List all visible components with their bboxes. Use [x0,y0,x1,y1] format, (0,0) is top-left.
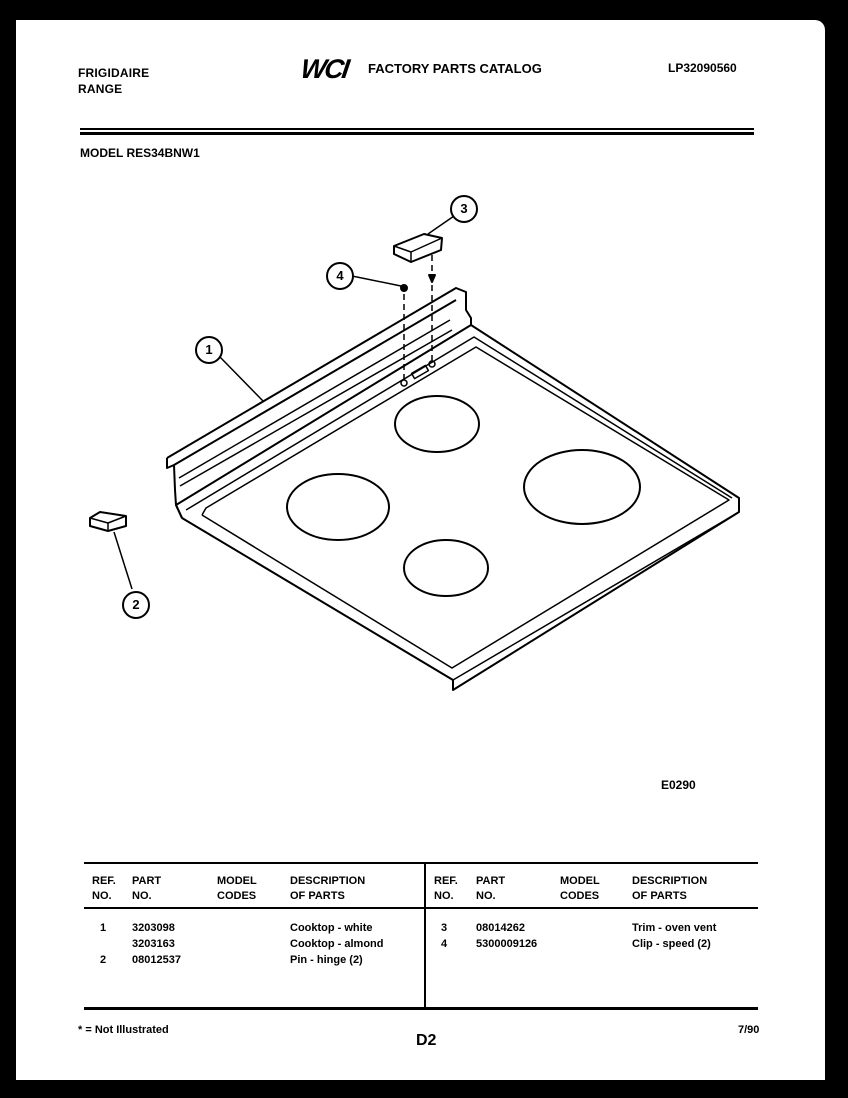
col-model-codes-right: MODEL CODES [560,875,600,902]
row5-description: Clip - speed (2) [632,938,711,950]
callout-3: 3 [450,195,478,223]
row3-part-no: 08012537 [132,954,181,966]
row3-description: Pin - hinge (2) [290,954,363,966]
figure-code: E0290 [661,778,696,792]
catalog-title: FACTORY PARTS CATALOG [368,61,542,76]
col-description-right: DESCRIPTION OF PARTS [632,875,708,902]
row1-ref: 1 [100,922,107,934]
row2-description: Cooktop - almond [290,938,384,950]
burner-rear-left [395,396,479,452]
row4-ref: 3 [441,922,448,934]
wci-logo: WCI [298,54,350,84]
table-divider [424,862,426,1007]
product-type: RANGE [78,82,123,96]
row5-part-no: 5300009126 [476,938,538,950]
row2-part-no: 3203163 [132,938,175,950]
not-illustrated-note: * = Not Illustrated [78,1024,169,1036]
exploded-parts-diagram [16,20,825,780]
page-number: D2 [416,1032,437,1049]
col-ref-no-right: REF. NO. [434,875,458,902]
callout-2: 2 [122,591,150,619]
catalog-page [16,20,825,1080]
revision-date: 7/90 [738,1024,760,1036]
col-part-no: PART NO. [132,875,162,902]
col-ref-no: REF. NO. [92,875,116,902]
row3-ref: 2 [100,954,107,966]
callout-4: 4 [326,262,354,290]
row1-part-no: 3203098 [132,922,175,934]
table-rule-top [84,862,758,864]
table-rule-bottom [84,1007,758,1010]
row5-ref: 4 [441,938,448,950]
catalog-number: LP32090560 [668,61,737,75]
row4-part-no: 08014262 [476,922,525,934]
burner-front-right [404,540,488,596]
callout-1: 1 [195,336,223,364]
burner-front-left [287,474,389,540]
col-model-codes: MODEL CODES [217,875,257,902]
model-number: MODEL RES34BNW1 [80,146,200,160]
burner-rear-right [524,450,640,524]
col-part-no-right: PART NO. [476,875,506,902]
table-rule-header [84,907,758,909]
col-description: DESCRIPTION OF PARTS [290,875,366,902]
parts-table [84,862,758,1034]
brand-name: FRIGIDAIRE [78,66,150,80]
cooktop-outline [176,325,739,690]
row4-description: Trim - oven vent [632,922,717,934]
row1-description: Cooktop - white [290,922,373,934]
